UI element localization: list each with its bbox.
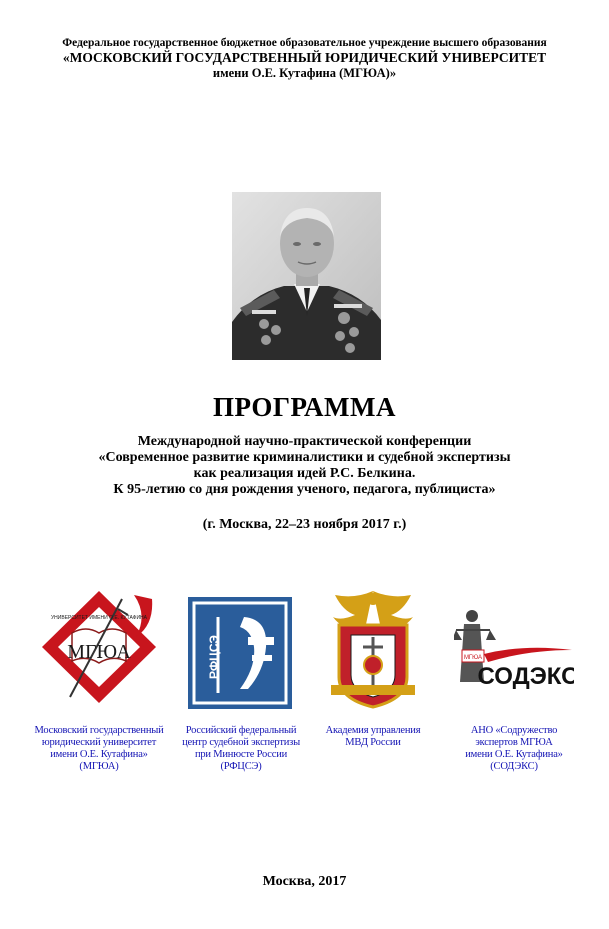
program-title: ПРОГРАММА <box>212 392 397 422</box>
mgua-caption-line-2: юридический университет <box>41 737 157 748</box>
conference-line-4: К 95-летию со дня рождения ученого, педагога, публициста» <box>113 482 496 497</box>
conference-line-1: Международной научно-практической конференции <box>137 434 472 449</box>
sodex-caption-line-4: (СОДЭКС) <box>490 761 538 772</box>
sodex-caption-line-2: экспертов МГЮА <box>475 737 553 748</box>
sodex-small-mark: МГЮА <box>463 655 483 661</box>
mvd-academy-logo <box>325 585 421 710</box>
conference-line-3: как реализация идей Р.С. Белкина. <box>193 466 416 481</box>
mvd-caption <box>308 725 438 749</box>
footer-place-year: Москва, 2017 <box>262 874 347 889</box>
document-header <box>0 36 609 81</box>
mvd-caption-line-1: Академия управления <box>325 725 421 736</box>
sodex-logo <box>454 604 574 698</box>
portrait-photo <box>232 192 381 360</box>
sodex-caption-line-3: имени О.Е. Кутафина» <box>465 749 563 760</box>
rfcse-caption-line-2: центр судебной экспертизы <box>182 737 300 748</box>
conference-description <box>0 434 609 498</box>
mgua-mark: МГЮА <box>67 641 131 663</box>
mgua-caption <box>30 725 168 773</box>
mvd-caption-line-2: МВД России <box>345 737 401 748</box>
header-line-1: Федеральное государственное бюджетное образовательное учреждение высшего образования <box>62 37 547 49</box>
mgua-arc-text: УНИВЕРСИТЕТ ИМЕНИ О.Е. КУТАФИНА <box>51 615 147 621</box>
sodex-caption <box>448 725 580 773</box>
mgua-logo <box>36 585 162 710</box>
header-line-3: имени О.Е. Кутафина (МГЮА)» <box>212 66 397 80</box>
rfcse-caption-line-1: Российский федеральный <box>185 725 297 736</box>
mgua-caption-line-3: имени О.Е. Кутафина» <box>50 749 148 760</box>
sodex-mark: СОДЭКС <box>477 663 574 690</box>
mgua-caption-line-1: Московский государственный <box>34 725 164 736</box>
conference-dates: (г. Москва, 22–23 ноября 2017 г.) <box>202 517 407 532</box>
rfcse-logo <box>188 597 292 709</box>
sodex-caption-line-1: АНО «Содружество <box>470 725 558 736</box>
rfcse-caption <box>172 725 310 773</box>
rfcse-mark: РФЦСЭ <box>207 635 221 679</box>
conference-line-2: «Современное развитие криминалистики и судебной экспертизы <box>98 450 511 465</box>
rfcse-caption-line-4: (РФЦСЭ) <box>220 761 262 772</box>
rfcse-caption-line-3: при Минюсте России <box>194 749 288 760</box>
header-line-2: «МОСКОВСКИЙ ГОСУДАРСТВЕННЫЙ ЮРИДИЧЕСКИЙ УНИВЕРСИТЕТ <box>62 50 547 65</box>
mgua-caption-line-4: (МГЮА) <box>79 761 119 772</box>
